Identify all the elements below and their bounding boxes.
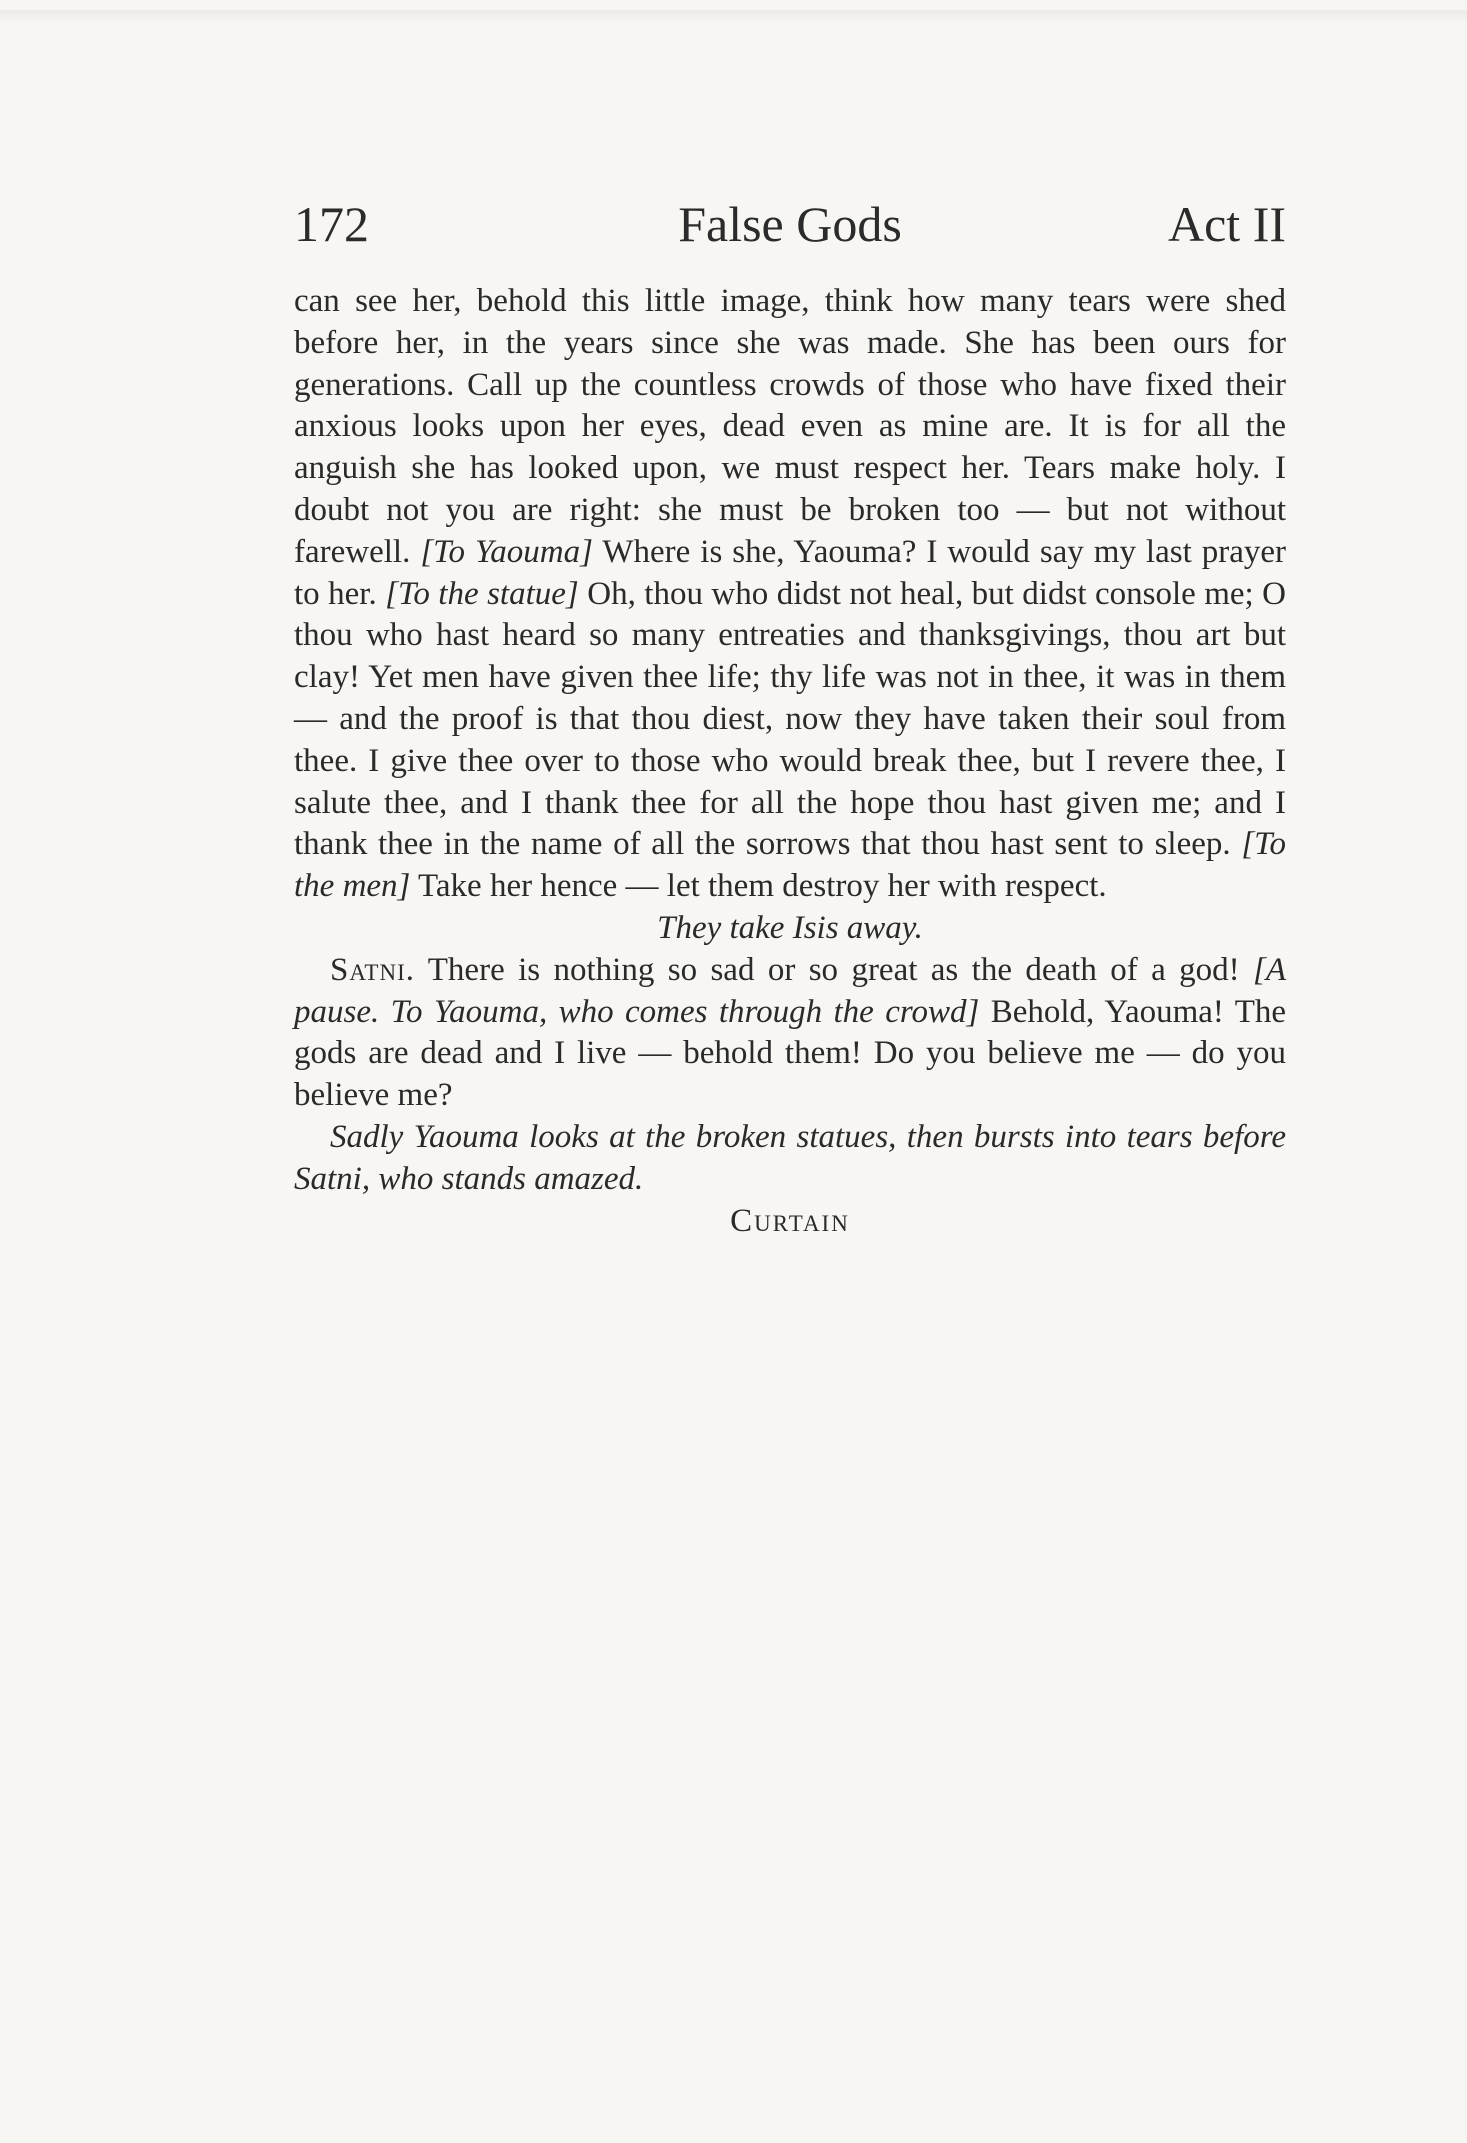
stage-direction: [To the statue] bbox=[385, 575, 579, 612]
speech-text-3: Oh, thou who didst not heal, but didst console me; O thou who hast heard so many entreaties and thanksgivings, thou art but clay! Yet men have given thee life; thy life was not in thee, it was in them — and the proof is that thou diest, now they have taken their soul from thee. I give thee over to those who would break thee, but I revere thee, I salute thee, and I thank thee for all the hope thou hast given me; and I thank thee in the name of all the sorrows that thou hast sent to sleep. bbox=[294, 575, 1287, 863]
curtain-label: Curtain bbox=[730, 1202, 850, 1239]
stage-direction-line: They take Isis away. bbox=[657, 909, 923, 946]
stage-direction: [To Yaouma] bbox=[420, 533, 593, 570]
speech-text-5: There is nothing so sad or so great as the death of a god! bbox=[414, 951, 1253, 988]
book-page bbox=[294, 195, 1286, 1242]
speech-text-4: Take her hence — let them destroy her with respect. bbox=[410, 868, 1107, 905]
act-label: Act II bbox=[1168, 196, 1286, 252]
speech-text-6: Behold, Yaouma! The gods are dead and I live — behold them! Do you believe me — do you believe me? bbox=[294, 993, 1287, 1114]
speaker-name: Satni. bbox=[330, 951, 415, 988]
scan-edge bbox=[0, 10, 1467, 24]
page-number: 172 bbox=[294, 196, 369, 252]
speech-text-1: can see her, behold this little image, think how many tears were shed before her, in the years since she was made. She has been ours for generations. Call up the countless crowds of those who have fixed their anxious looks upon her eyes, dead even as mine are. It is for all the anguish she has looked upon, we must respect her. Tears make holy. I doubt not you are right: she must be broken too — but not without farewell. bbox=[294, 283, 1286, 570]
running-title: False Gods bbox=[678, 196, 902, 252]
speech-paragraph-satni bbox=[294, 950, 1286, 1117]
speech-paragraph bbox=[294, 281, 1286, 908]
speech-text-2: Where is she, Yaouma? I would say my last prayer to her. bbox=[294, 533, 1287, 612]
running-header bbox=[294, 195, 1286, 265]
stage-direction: [To the men] bbox=[294, 826, 1286, 905]
stage-direction-paragraph: Sadly Yaouma looks at the broken statues, then bursts into tears before Satni, who stands amazed. bbox=[294, 1118, 1286, 1197]
stage-direction: [A pause. To Yaouma, who comes through the crowd] bbox=[294, 951, 1286, 1030]
body-text bbox=[294, 281, 1286, 1242]
